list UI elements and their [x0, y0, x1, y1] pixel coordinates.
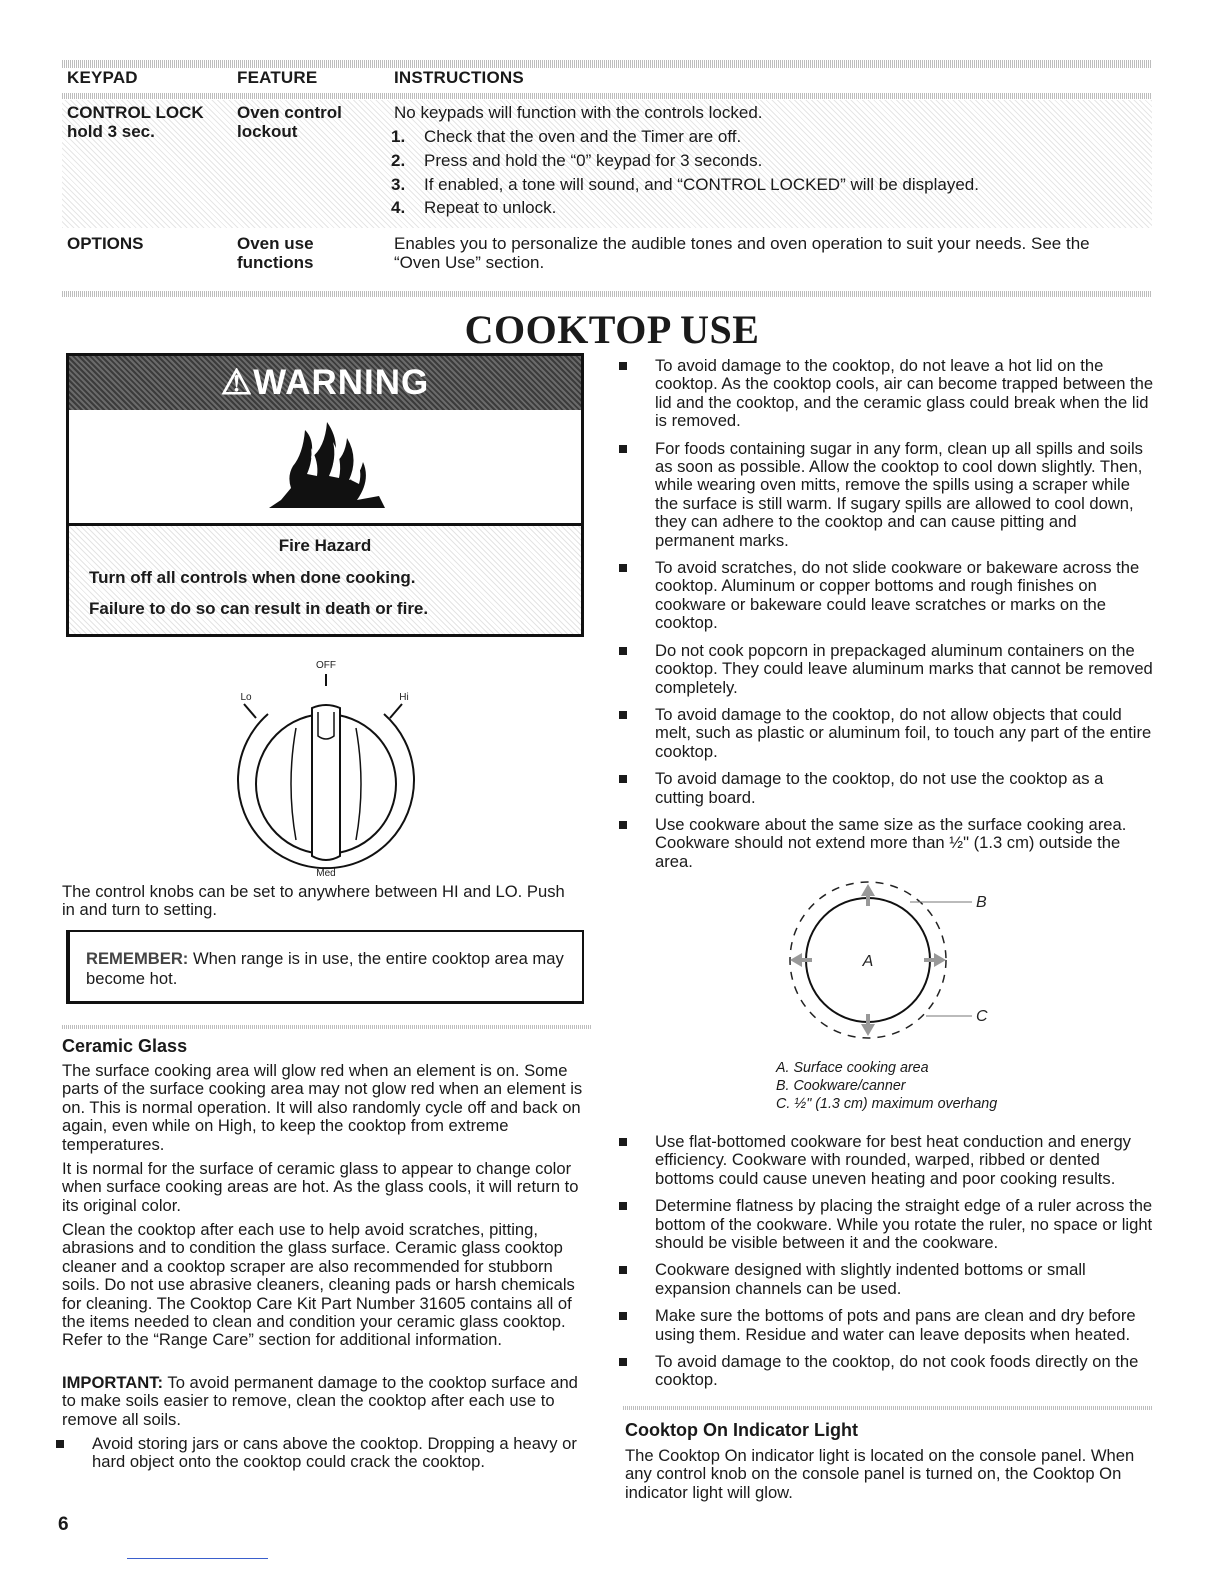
ceramic-glass-heading: Ceramic Glass — [62, 1036, 188, 1056]
ceramic-bullet-list — [56, 1435, 590, 1472]
table-bottom-rule — [62, 291, 1152, 297]
diagram-caption-c: C. ½" (1.3 cm) maximum overhang — [776, 1096, 998, 1112]
ceramic-glass-p3: Clean the cooktop after each use to help avoid scratches, pitting, abrasions and to condition the glass surface. Ceramic glass cooktop cleaner and a cooktop scraper are also recommended for stubborn soils. Do not use abrasive cleaners, cleaning pads or harsh chemicals for cleaning. The Cooktop Care Kit Part Number 31605 contains all of the items needed to clean and condition your ceramic glass cooktop. Refer to the “Range Care” section for additional information. — [62, 1220, 575, 1350]
warning-line-1: Turn off all controls when done cooking. — [89, 568, 416, 587]
warning-title: WARNING — [253, 363, 430, 402]
list-item: Make sure the bottoms of pots and pans are clean and dry before using them. Residue and water can leave deposits when heated. — [619, 1307, 1154, 1344]
keypad-options: OPTIONS — [67, 234, 144, 253]
control-lock-steps — [391, 125, 1151, 220]
diagram-label-b: B — [976, 894, 987, 911]
knob-off-label: OFF — [316, 660, 336, 671]
list-item: To avoid damage to the cooktop, do not use the cooktop as a cutting board. — [619, 770, 1154, 807]
header-feature: FEATURE — [237, 68, 318, 87]
warning-box — [66, 353, 584, 637]
feature-oven-use-functions: Oven use functions — [237, 234, 314, 272]
page-title: COOKTOP USE — [464, 307, 760, 352]
list-item: Use cookware about the same size as the surface cooking area. Cookware should not extend more than ½" (1.3 cm) outside the area. — [619, 816, 1154, 871]
ceramic-glass-p1: The surface cooking area will glow red when an element is on. Some parts of the surface cooking area may not glow red when an element is on. This is normal operation. It will also randomly cycle off and back on again, even while on High, to keep the cooktop from extreme temperatures. — [62, 1061, 583, 1154]
warning-message-panel — [69, 526, 581, 634]
list-item: Determine flatness by placing the straight edge of a ruler across the bottom of the cookware. While you rotate the ruler, no space or light should be visible between it and the cookware. — [619, 1197, 1154, 1252]
important-note — [62, 1374, 590, 1429]
header-keypad: KEYPAD — [67, 68, 138, 87]
diagram-label-a: A — [862, 953, 874, 970]
knob-caption: The control knobs can be set to anywhere between HI and LO. Push in and turn to setting. — [62, 882, 565, 920]
footer-underline — [127, 1558, 268, 1559]
warning-symbol-icon: ⚠ — [220, 363, 254, 402]
header-instructions: INSTRUCTIONS — [394, 68, 524, 87]
cooktop-tips-list — [619, 357, 1154, 871]
list-item: To avoid scratches, do not slide cookware or bakeware across the cooktop. Aluminum or copper bottoms and rough finishes on cookware or bakeware could leave scratches or marks on the cooktop. — [619, 559, 1154, 633]
cookware-overhang-diagram — [770, 876, 1010, 1046]
list-item: To avoid damage to the cooktop, do not allow objects that could melt, such as plastic or aluminum foil, to touch any part of the entire cooktop. — [619, 706, 1154, 761]
ceramic-rule — [62, 1025, 592, 1029]
knob-med-label: Med — [316, 868, 336, 879]
list-item: 4. Repeat to unlock. — [391, 198, 557, 218]
ceramic-glass-p2: It is normal for the surface of ceramic glass to appear to change color when surface cooking areas are hot. As the glass cools, it will return to its original color. — [62, 1159, 579, 1215]
remember-box — [66, 930, 584, 1004]
indicator-heading: Cooktop On Indicator Light — [625, 1420, 858, 1440]
list-item: 2. Press and hold the “0” keypad for 3 seconds. — [391, 150, 763, 170]
knob-lo-label: Lo — [240, 692, 252, 703]
list-item: For foods containing sugar in any form, clean up all spills and soils as soon as possible. Allow the cooktop to cool down slightly. Then, while wearing oven mitts, remove the spills using a scraper while the surface is still warm. If sugary spills are allowed to cool down, they can adhere to the cooktop and can cause pitting and permanent marks. — [619, 440, 1154, 550]
table-top-rule — [62, 60, 1152, 68]
warning-line-2: Failure to do so can result in death or fire. — [89, 599, 429, 618]
indicator-rule — [623, 1406, 1153, 1410]
remember-text — [86, 949, 576, 989]
options-instructions: Enables you to personalize the audible tones and oven operation to suit your needs. See the “Oven Use” section. — [394, 234, 1090, 272]
list-item: To avoid damage to the cooktop, do not leave a hot lid on the cooktop. As the cooktop cools, air can become trapped between the lid and the cooktop, and the ceramic glass could break when the lid is removed. — [619, 357, 1154, 431]
page-number: 6 — [58, 1514, 69, 1535]
list-item: To avoid damage to the cooktop, do not cook foods directly on the cooktop. — [619, 1353, 1154, 1390]
fire-hazard-label: Fire Hazard — [278, 536, 372, 555]
table-header-rule — [62, 93, 1152, 99]
cookware-tips-list — [619, 1133, 1154, 1390]
remember-label: REMEMBER: — [86, 949, 189, 968]
important-text: To avoid permanent damage to the cooktop surface and to make soils easier to remove, clean the cooktop after each use to remove all soils. — [62, 1373, 578, 1429]
list-item: Avoid storing jars or cans above the cooktop. Dropping a heavy or hard object onto the cooktop could crack the cooktop. — [56, 1435, 590, 1472]
feature-oven-control-lockout: Oven control lockout — [237, 103, 342, 141]
control-knob-diagram — [196, 656, 456, 886]
knob-hi-label: Hi — [399, 692, 409, 703]
list-item: 1. Check that the oven and the Timer are off. — [391, 127, 742, 146]
list-item: Do not cook popcorn in prepackaged aluminum containers on the cooktop. They could leave aluminum marks that cannot be removed completely. — [619, 642, 1154, 697]
list-item: 3. If enabled, a tone will sound, and “CONTROL LOCKED” will be displayed. — [391, 174, 979, 194]
important-label: IMPORTANT: — [62, 1373, 164, 1392]
indicator-text: The Cooktop On indicator light is located on the console panel. When any control knob on the console panel is turned on, the Cooktop On indicator light will glow. — [625, 1446, 1135, 1502]
control-lock-intro: No keypads will function with the controls locked. — [394, 103, 763, 122]
list-item: Cookware designed with slightly indented bottoms or small expansion channels can be used. — [619, 1261, 1154, 1298]
diagram-caption-b: B. Cookware/canner — [776, 1078, 906, 1094]
warning-header — [69, 356, 581, 410]
diagram-label-c: C — [976, 1008, 988, 1025]
fire-icon — [267, 418, 387, 518]
list-item: Use flat-bottomed cookware for best heat conduction and energy efficiency. Cookware with rounded, warped, ribbed or dented bottoms could cause uneven heating and poor cooking results. — [619, 1133, 1154, 1188]
remember-body: When range is in use, the entire cooktop area may become hot. — [86, 949, 564, 988]
keypad-control-lock: CONTROL LOCK hold 3 sec. — [67, 103, 204, 141]
diagram-caption-a: A. Surface cooking area — [776, 1060, 929, 1076]
